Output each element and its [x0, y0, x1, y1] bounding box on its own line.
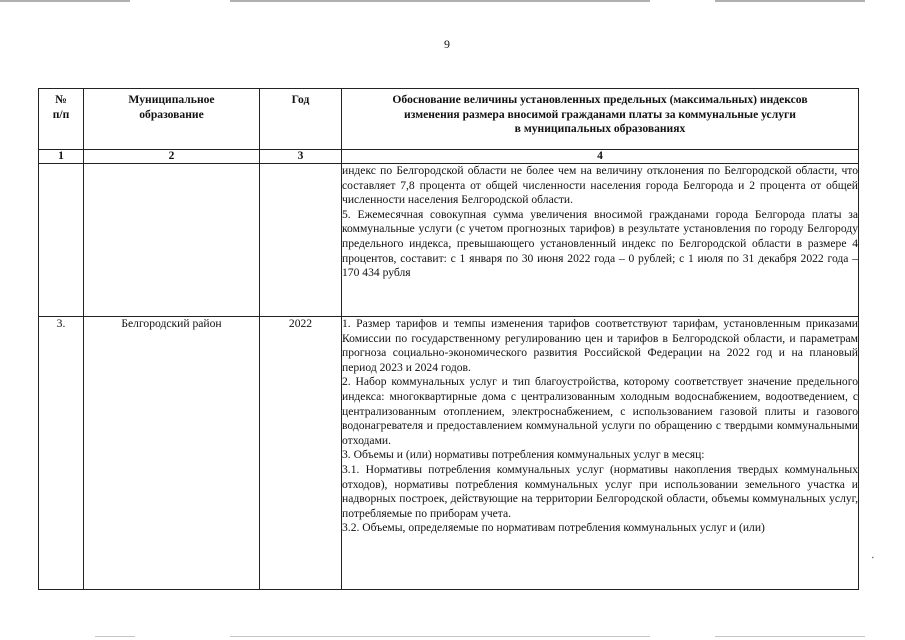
column-number-row	[39, 150, 859, 164]
scan-speck: ⸼	[872, 548, 875, 559]
indices-table	[38, 88, 859, 590]
basis-paragraph: 1. Размер тарифов и темпы изменения тарифов соответствуют тарифам, установленным приказами Комиссии по государственному регулированию цен и тарифов в Белгородской области, и параметрам прогноза социально-экономического развития Российской Федерации на 2022 год и на плановый период 2023 и 2024 годов.	[342, 317, 858, 374]
scan-edge-bottom-right	[715, 636, 865, 637]
column-number: 2	[84, 150, 260, 164]
basis-paragraph: 5. Ежемесячная совокупная сумма увеличения вносимой гражданами города Белгорода платы за коммунальные услуги (с учетом прогнозных тарифов) в результате установления по городу Белгороду предельного индекса, превышающего установленный индекс по Белгородской области в размере 4 процентов, составит: с 1 января по 30 июня 2022 года – 0 рублей; с 1 июля по 31 декабря 2022 года – 170 434 рубля	[342, 207, 858, 280]
row-year-cell: 2022	[260, 317, 342, 590]
basis-paragraph: 2. Набор коммунальных услуг и тип благоустройства, которому соответствует значение предельного индекса: многоквартирные дома с централизованным холодным водоснабжением, водоотведением, с централизованным отоплением, электроснабжением, с использованием газовой плиты и газового водонагревателя и предоставлением коммунальной услуги по обращению с твердыми коммунальными отходами.	[342, 375, 858, 447]
scan-edge-top-left	[0, 0, 130, 2]
page-number: 9	[444, 37, 450, 51]
table-row	[39, 317, 859, 590]
scan-edge-bottom-left	[95, 636, 135, 637]
column-number: 4	[342, 150, 859, 164]
table-row	[39, 164, 859, 317]
row-municipality-cell: Белгородский район	[84, 317, 260, 590]
scan-edge-top-right	[715, 0, 865, 2]
column-number: 1	[39, 150, 84, 164]
row-basis-cell	[342, 317, 859, 590]
basis-paragraph: 3. Объемы и (или) нормативы потребления коммунальных услуг в месяц:	[342, 448, 705, 462]
row-municipality-cell	[84, 164, 260, 317]
header-basis: Обоснование величины установленных предельных (максимальных) индексов изменения размера вносимой гражданами платы за коммунальные услуги в муниципальных образованиях	[342, 89, 859, 150]
header-municipality: Муниципальное образование	[84, 89, 260, 150]
header-row	[39, 89, 859, 150]
header-year: Год	[260, 89, 342, 150]
basis-paragraph: 3.1. Нормативы потребления коммунальных услуг (нормативы накопления твердых коммунальных отходов), нормативы потребления коммунальных услуг при использовании земельного участка и надворных построек, действующие на территории Белгородской области, объемы коммунальных услуг, потребляемые по приборам учета.	[342, 462, 858, 520]
scan-edge-top-mid	[230, 0, 650, 2]
row-num-cell	[39, 164, 84, 317]
row-num-cell: 3.	[39, 317, 84, 590]
header-num: № п/п	[39, 89, 84, 150]
row-year-cell	[260, 164, 342, 317]
scan-edge-bottom-mid	[230, 636, 650, 637]
basis-paragraph: 3.2. Объемы, определяемые по нормативам потребления коммунальных услуг и (или)	[342, 521, 765, 535]
column-number: 3	[260, 150, 342, 164]
basis-paragraph: индекс по Белгородской области не более чем на величину отклонения по Белгородской области, что составляет 7,8 процента от общей численности населения города Белгорода и 2 процента от общей численности населения Белгородской области.	[342, 164, 858, 207]
row-basis-cell	[342, 164, 859, 317]
